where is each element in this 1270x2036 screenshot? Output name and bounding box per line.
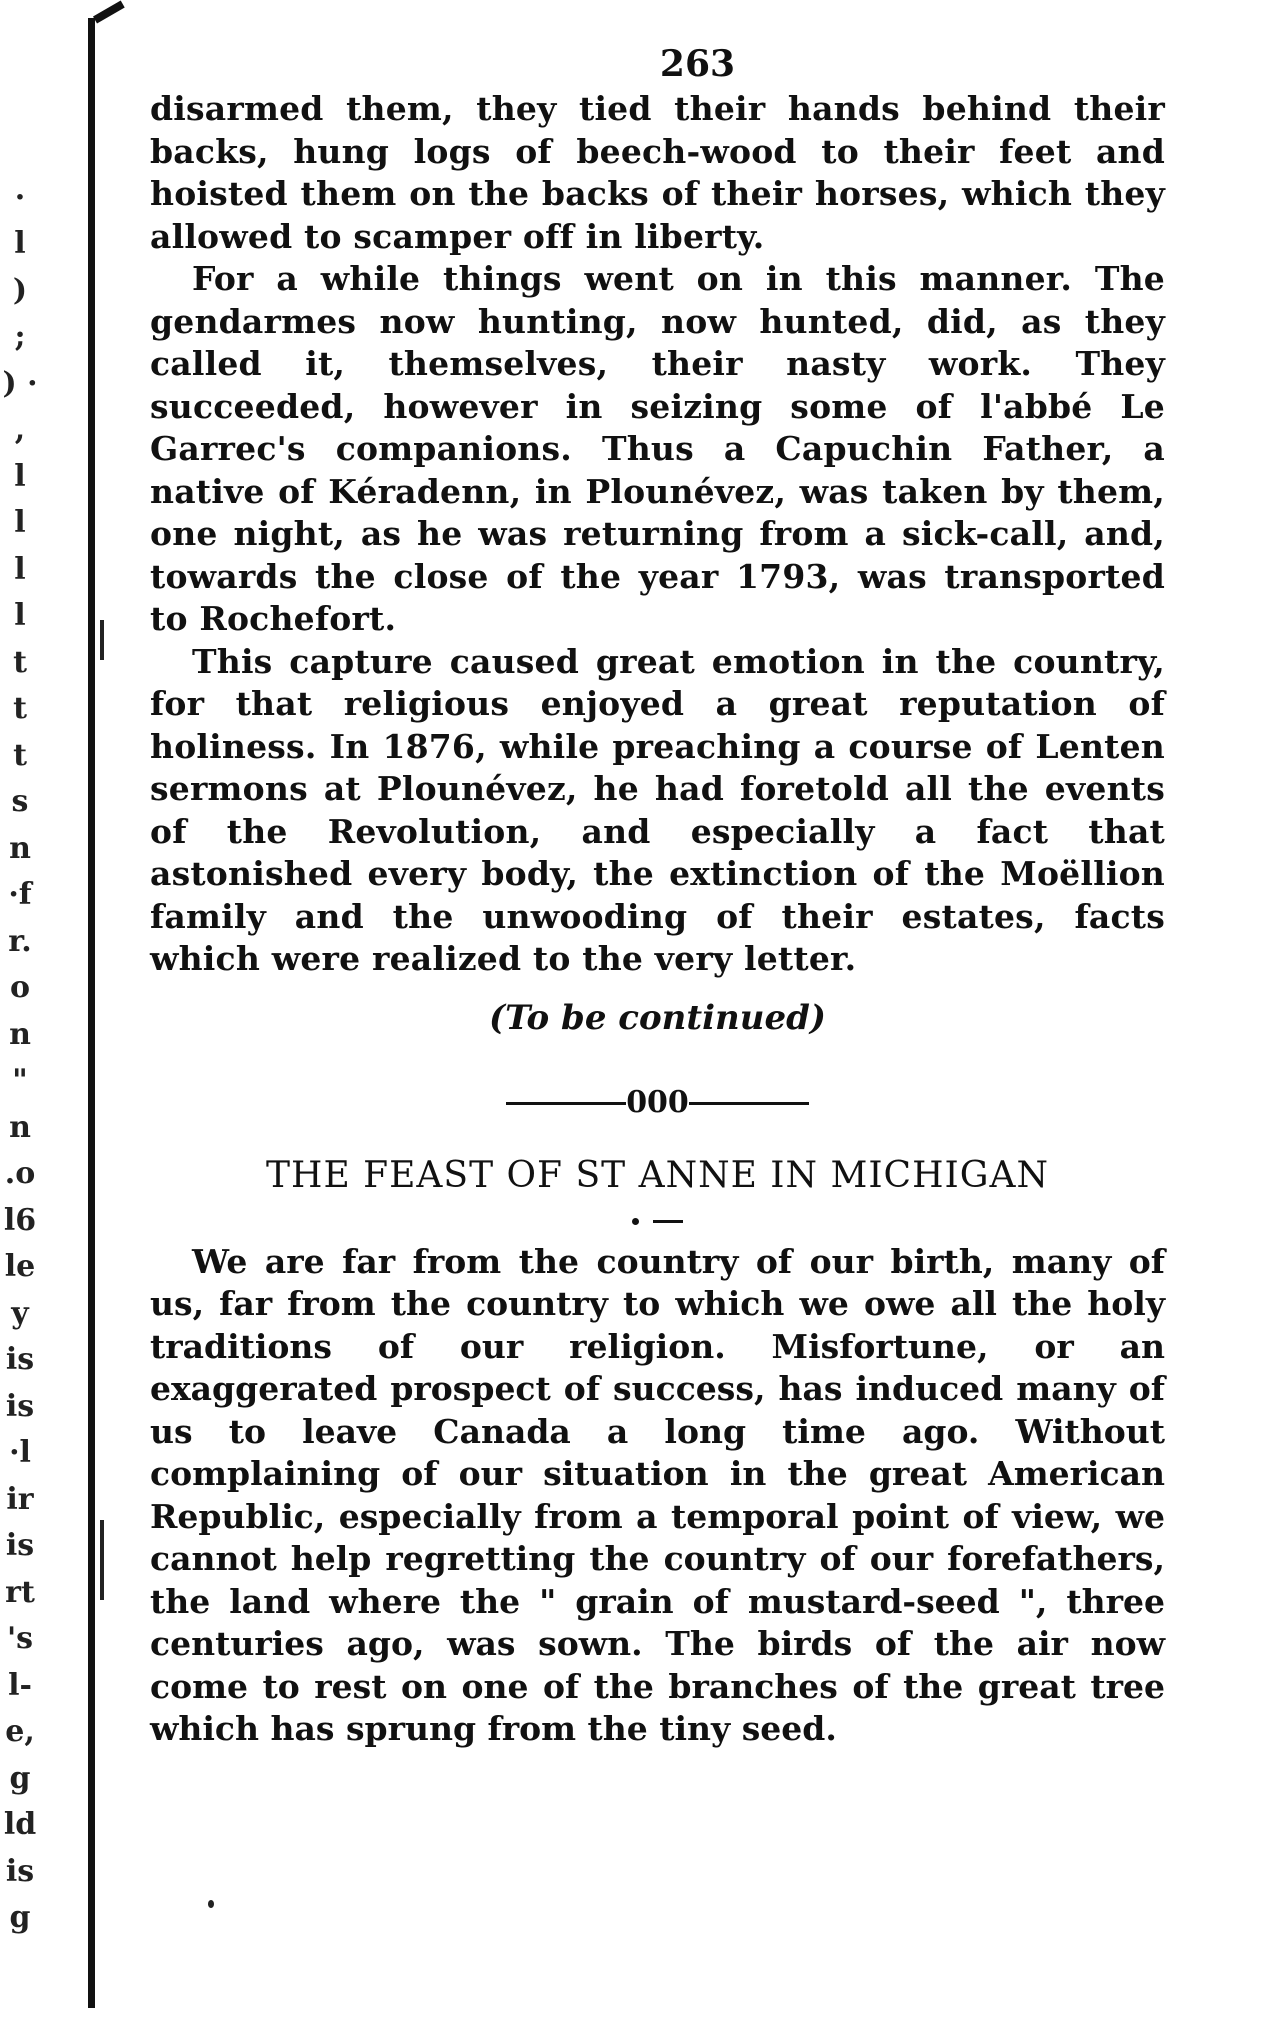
paragraph: For a while things went on in this manner. The gendarmes now hunting, now hunted, did, as they called it, themselves, their nasty work. They succeeded, however in seizing some of l'abbé Le Garrec's companions. Thus a Capuchin Father, a native of Kéradenn, in Plounévez, was taken by them, one night, as he was returning from a sick-call, and, towards the close of the year 1793, was transported to Rochefort. bbox=[150, 259, 1165, 638]
gutter-fragment: l bbox=[14, 598, 26, 634]
divider-line bbox=[689, 1102, 809, 1105]
gutter-fragment: n bbox=[9, 830, 31, 866]
continued-note: (To be continued) bbox=[489, 997, 826, 1038]
gutter-fragment: ir bbox=[6, 1481, 34, 1517]
divider-text: 000 bbox=[626, 1084, 689, 1120]
paragraph: This capture caused great emotion in the country, for that religious enjoyed a great reputation of holiness. In 1876, while preaching a course of Lenten sermons at Plounévez, he had foretold all the events of the Revolution, and especially a fact that astonished every body, the extinction of the Moëllion family and the unwooding of their estates, facts which were realized to the very letter. bbox=[150, 641, 1165, 978]
gutter-fragment: is bbox=[5, 1528, 35, 1564]
print-speck bbox=[208, 1900, 214, 1908]
gutter-fragment: r. bbox=[8, 923, 32, 959]
page-content bbox=[150, 40, 1165, 1751]
gutter-fragment: y bbox=[11, 1295, 29, 1331]
gutter-fragment: t bbox=[13, 644, 27, 680]
column-rule-hook bbox=[93, 1, 125, 24]
gutter-fragment: ) · bbox=[2, 365, 38, 401]
gutter-fragment: e, bbox=[5, 1714, 35, 1750]
gutter-fragment: " bbox=[12, 1063, 28, 1099]
gutter-fragment: rt bbox=[5, 1574, 35, 1610]
gutter-fragment: · bbox=[14, 180, 26, 215]
gutter-fragment: o bbox=[9, 970, 30, 1006]
gutter-fragment: t bbox=[13, 691, 27, 727]
column-rule bbox=[88, 18, 95, 2008]
article-heading: THE FEAST OF ST ANNE IN MICHIGAN bbox=[266, 1154, 1049, 1196]
divider-line bbox=[506, 1102, 626, 1105]
gutter-fragment: l bbox=[14, 226, 26, 262]
gutter-fragment: l- bbox=[8, 1667, 32, 1703]
gutter-fragment: n bbox=[9, 1016, 31, 1052]
gutter-fragment: ·f bbox=[8, 877, 32, 913]
article-continuation bbox=[150, 88, 1165, 981]
gutter-fragment: ·l bbox=[9, 1435, 31, 1471]
column-rule-mark bbox=[100, 1520, 104, 1600]
gutter-fragment: is bbox=[5, 1342, 35, 1378]
gutter-fragment: l6 bbox=[3, 1202, 37, 1238]
ornament-dot bbox=[632, 1218, 639, 1225]
gutter-fragment: ; bbox=[14, 319, 26, 355]
ornament-dash bbox=[653, 1220, 683, 1223]
gutter-fragment: is bbox=[5, 1853, 35, 1889]
gutter-fragment: g bbox=[9, 1900, 31, 1935]
paragraph: disarmed them, they tied their hands behind their backs, hung logs of beech-wood to their feet and hoisted them on the backs of their horses, which they allowed to scamper off in liberty. bbox=[150, 89, 1165, 256]
gutter-fragment: is bbox=[5, 1388, 35, 1424]
left-margin-gutter bbox=[0, 0, 90, 2036]
gutter-fragment: .o bbox=[4, 1156, 36, 1192]
gutter-fragment: ) bbox=[12, 272, 28, 308]
gutter-fragment: 's bbox=[6, 1621, 34, 1657]
article-body bbox=[150, 1241, 1165, 1751]
gutter-fragment: t bbox=[13, 737, 27, 773]
heading-ornament bbox=[150, 1201, 1165, 1241]
column-rule-mark bbox=[100, 620, 104, 660]
gutter-fragment: , bbox=[14, 412, 26, 448]
gutter-fragment: l bbox=[14, 551, 26, 587]
page-number: 263 bbox=[659, 43, 736, 85]
gutter-fragment: n bbox=[9, 1109, 31, 1145]
gutter-fragment: g bbox=[9, 1760, 31, 1796]
gutter-fragment: le bbox=[4, 1249, 36, 1285]
gutter-fragment: ld bbox=[3, 1807, 37, 1843]
gutter-fragment: l bbox=[14, 505, 26, 541]
section-divider bbox=[150, 1081, 1165, 1125]
gutter-fragment: s bbox=[11, 784, 29, 820]
paragraph: We are far from the country of our birth, many of us, far from the country to which we owe all the holy traditions of our religion. Misfortune, or an exaggerated prospect of success, has induced many of us to leave Canada a long time ago. Without complaining of our situation in the great American Republic, especially from a temporal point of view, we cannot help regretting the country of our forefathers, the land where the " grain of mustard-seed ", three centuries ago, was sown. The birds of the air now come to rest on one of the branches of the great tree which has sprung from the tiny seed. bbox=[150, 1241, 1165, 1748]
gutter-fragment: l bbox=[14, 458, 26, 494]
